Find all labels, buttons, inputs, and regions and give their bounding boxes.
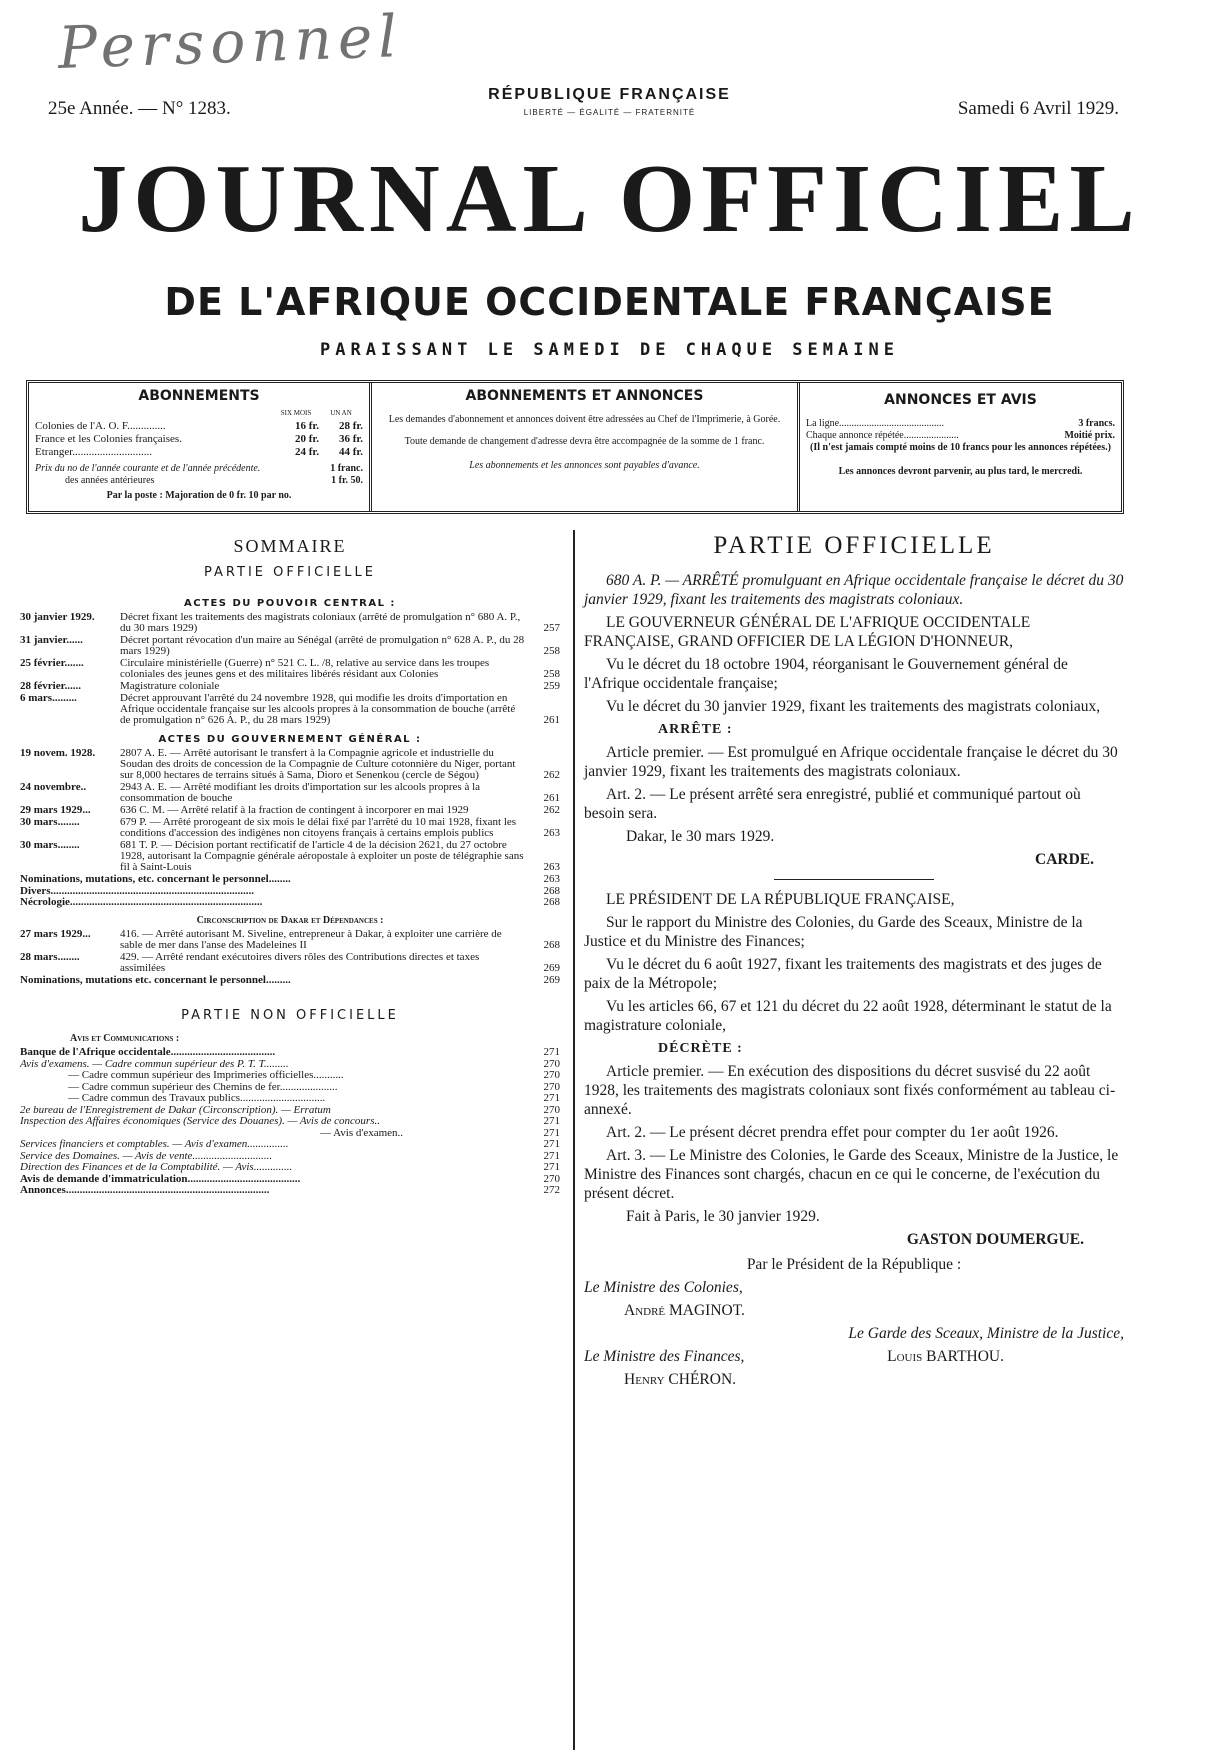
prix-numero <box>35 463 363 487</box>
tarif-an: 44 fr. <box>338 446 363 458</box>
decrete-label: DÉCRÈTE : <box>658 1041 743 1056</box>
row-date: 30 mars........ <box>20 839 80 851</box>
table-row <box>20 782 560 804</box>
row-page: 270 <box>543 1069 560 1081</box>
row-text: Direction des Finances et de la Comptabilité. — Avis.............. <box>20 1161 293 1173</box>
row-text: Décret portant révocation d'un maire au Sénégal (arrêté de promulgation n° 628 A. P., du 28 mars 1929) <box>120 634 525 657</box>
tarif-six: 24 fr. <box>294 446 319 458</box>
row-date: 29 mars 1929... <box>20 804 91 816</box>
list-item <box>20 1047 560 1059</box>
row-text: Circulaire ministérielle (Guerre) n° 521 C. L. /8, relative au service dans les troupes coloniales des jeunes gens et des militaires libérés résidant aux Colonies <box>120 657 490 680</box>
table-row <box>20 805 560 816</box>
annonces-deadline: Les annonces devront parvenir, au plus tard, le mercredi. <box>838 466 1083 477</box>
row-page: 269 <box>543 973 560 986</box>
table-row <box>20 952 560 974</box>
row-page: 258 <box>543 668 560 680</box>
row-date: 30 mars........ <box>20 816 80 828</box>
visa-2: Vu le décret du 30 janvier 1929, fixant les traitements des magistrats coloniaux, <box>606 698 1101 715</box>
president-line: LE PRÉSIDENT DE LA RÉPUBLIQUE FRANÇAISE, <box>606 891 955 908</box>
par-le-president: Par le Président de la République : <box>746 1256 962 1273</box>
row-page: 271 <box>543 1092 560 1104</box>
row-page: 263 <box>543 861 560 873</box>
table-row <box>20 840 560 873</box>
row-text: Annonces.......................................................................... <box>20 1184 270 1196</box>
tarif-label: France et les Colonies françaises. <box>35 433 182 445</box>
prix-val-2: 1 fr. 50. <box>331 475 363 486</box>
row-page: 270 <box>543 1103 560 1116</box>
abonnements-annonces-box <box>369 383 797 511</box>
row-text: 416. — Arrêté autorisant M. Siveline, entrepreneur à Dakar, à exploiter une carrière de sable de mer dans l'anse des Madeleines II <box>120 927 502 951</box>
ligne-val: 3 francs. <box>1078 418 1115 429</box>
row-page: 270 <box>543 1080 560 1093</box>
list-item <box>20 1093 560 1105</box>
row-page: 258 <box>543 645 560 657</box>
row-page: 263 <box>543 873 560 885</box>
row-date: 24 novembre.. <box>20 781 87 793</box>
table-row <box>20 897 560 909</box>
abonnements-annonces-text-3: Les abonnements et les annonces sont payables d'avance. <box>469 460 700 471</box>
row-date: 28 mars........ <box>20 950 80 963</box>
republic-motto: LIBERTÉ — ÉGALITÉ — FRATERNITÉ <box>523 108 696 117</box>
row-page: 270 <box>543 1172 560 1185</box>
row-text: Décret fixant les traitements des magistrats coloniaux (arrêté de promulgation n° 680 A. P., du 30 mars 1929) <box>120 611 521 634</box>
row-text: 2807 A. E. — Arrêté autorisant le transfert à la Compagnie agricole et industrielle du Soudan des droits de concession de la Compagnie de Culture cotonnière du Niger, portant sur 8,000 hectares de terrains situés à Sama, Dioro et Senenkou (cercle de Ségou) <box>120 747 516 781</box>
avis-heading: Avis et Communications : <box>70 1033 180 1044</box>
table-row <box>20 929 560 951</box>
row-page: 263 <box>543 827 560 839</box>
row-page: 261 <box>543 792 560 804</box>
list-item <box>20 1116 560 1128</box>
partie-officielle-title: PARTIE OFFICIELLE <box>713 532 995 559</box>
row-date: 28 février...... <box>20 680 81 692</box>
handwritten-annotation: Personnel <box>56 2 404 82</box>
row-page: 271 <box>543 1115 560 1127</box>
repetee-val: Moitié prix. <box>1064 430 1115 441</box>
issue-date: Samedi 6 Avril 1929. <box>957 98 1119 119</box>
row-date: 30 janvier 1929. <box>20 611 95 623</box>
ministre-colonies-name: André MAGINOT. <box>624 1302 745 1319</box>
visa-3: Vu le décret du 6 août 1927, fixant les traitements des magistrats et des juges de paix de la Métropole; <box>584 956 1102 992</box>
partie-non-officielle-heading: PARTIE NON OFFICIELLE <box>181 1008 399 1023</box>
prix-label-1: Prix du no de l'année courante et de l'année précédente. <box>35 463 261 474</box>
row-text: 636 C. M. — Arrêté relatif à la fraction de contingent à incorporer en mai 1929 <box>120 804 469 816</box>
col-un-an: UN AN <box>330 409 352 417</box>
row-page: 271 <box>543 1046 560 1058</box>
row-date: 6 mars......... <box>20 692 77 704</box>
decret-article-2: Art. 2. — Le présent décret prendra effet pour compter du 1er août 1926. <box>606 1124 1059 1141</box>
list-item <box>20 1070 560 1082</box>
garde-sceaux-name: Louis BARTHOU. <box>887 1348 1004 1365</box>
republic-name: RÉPUBLIQUE FRANÇAISE <box>488 86 731 103</box>
row-text: Nominations, mutations, etc. concernant le personnel........ <box>20 873 291 885</box>
gouverneur-line: LE GOUVERNEUR GÉNÉRAL DE L'AFRIQUE OCCIDENTALE FRANÇAISE, GRAND OFFICIER DE LA LÉGION D'HONNEUR, <box>584 614 1031 650</box>
annonces-note: (Il n'est jamais compté moins de 10 francs pour les annonces répétées.) <box>810 442 1111 453</box>
partie-officielle-column <box>584 532 1124 1393</box>
row-text: — Cadre commun des Travaux publics............................... <box>68 1092 326 1104</box>
row-text: — Cadre commun supérieur des Imprimeries officielles........... <box>68 1069 344 1081</box>
prix-val-1: 1 franc. <box>330 463 363 474</box>
row-page: 270 <box>543 1057 560 1070</box>
row-page: 268 <box>543 896 560 908</box>
visa-1: Vu le décret du 18 octobre 1904, réorganisant le Gouvernement général de l'Afrique occidentale française; <box>584 656 1068 692</box>
row-text: Avis d'examens. — Cadre commun supérieur des P. T. T......... <box>20 1057 289 1070</box>
row-text: — Cadre commun supérieur des Chemins de fer..................... <box>68 1080 338 1093</box>
actes-central-heading: ACTES DU POUVOIR CENTRAL : <box>184 598 396 609</box>
table-row <box>20 612 560 634</box>
row-page: 271 <box>543 1161 560 1173</box>
list-item <box>20 1139 560 1151</box>
row-text: Nominations, mutations etc. concernant le personnel......... <box>20 973 291 986</box>
table-row <box>20 658 560 680</box>
dakar-heading: Circonscription de Dakar et Dépendances : <box>196 914 384 926</box>
row-date: 25 février....... <box>20 657 84 669</box>
row-page: 262 <box>543 769 560 781</box>
annonces-avis-box <box>797 383 1121 511</box>
row-text: 2e bureau de l'Enregistrement de Dakar (Circonscription). — Erratum <box>20 1103 331 1116</box>
sommaire-partie-officielle: PARTIE OFFICIELLE <box>204 565 376 580</box>
col-six-mois: SIX MOIS <box>280 409 312 417</box>
row-text: 429. — Arrêté rendant exécutoires divers rôles des Contributions directes et taxes assimilées <box>120 950 480 974</box>
subscription-boxes <box>26 380 1124 514</box>
decret-article-1: Article premier. — En exécution des dispositions du décret susvisé du 22 août 1928, les traitements des magistrats coloniaux sont fixés conformément au tableau ci-annexé. <box>584 1063 1116 1118</box>
row-page: 271 <box>543 1138 560 1150</box>
rapport-line: Sur le rapport du Ministre des Colonies, du Garde des Sceaux, Ministre de la Justice et du Ministre des Finances; <box>584 914 1083 950</box>
repetee-label: Chaque annonce répétée...................... <box>806 430 959 441</box>
table-row <box>20 681 560 692</box>
table-row <box>20 874 560 886</box>
sommaire-column <box>20 536 560 1197</box>
row-text: Décret approuvant l'arrêté du 24 novembre 1928, qui modifie les droits d'importation en Afrique occidentale française sur les alcools propres à la consommation de bouche (arrêté de promulgation n° 626 A. P., du 28 mars 1929) <box>120 692 516 726</box>
tarif-six: 16 fr. <box>294 420 319 432</box>
article-2: Art. 2. — Le présent arrêté sera enregistré, publié et communiqué partout où besoin sera. <box>584 786 1081 822</box>
garde-sceaux-title: Le Garde des Sceaux, Ministre de la Justice, <box>848 1325 1124 1342</box>
arrete-label: ARRÊTE : <box>658 722 733 737</box>
row-page: 261 <box>543 714 560 726</box>
actes-general-heading: ACTES DU GOUVERNEMENT GÉNÉRAL : <box>158 734 422 745</box>
row-text: 679 P. — Arrêté prorogeant de six mois le délai fixé par l'arrêté du 10 mai 1928, fixant les conditions d'accession des indigènes non citoyens français à certains emplois publics <box>120 816 517 839</box>
abonnements-title: ABONNEMENTS <box>138 388 260 404</box>
ministre-finances-title: Le Ministre des Finances, <box>584 1348 745 1365</box>
row-text: 2943 A. E. — Arrêté modifiant les droits d'importation sur les alcools propres à la consommation de bouche <box>120 781 481 804</box>
tarif-label: Etranger............................. <box>35 446 153 458</box>
row-page: 271 <box>543 1126 560 1139</box>
tarif-an: 28 fr. <box>338 420 363 432</box>
row-page: 257 <box>543 622 560 634</box>
abonnements-box <box>29 383 369 511</box>
row-text: Services financiers et comptables. — Avis d'examen............... <box>20 1138 289 1150</box>
abonnements-annonces-title: ABONNEMENTS ET ANNONCES <box>465 388 704 404</box>
ligne-label: La ligne.......................................... <box>806 418 945 429</box>
row-text: Inspection des Affaires économiques (Service des Douanes). — Avis de concours.. <box>20 1115 380 1127</box>
journal-title: JOURNAL OFFICIEL <box>78 145 1141 253</box>
row-page: 271 <box>543 1149 560 1162</box>
row-text: Magistrature coloniale <box>120 680 220 692</box>
table-row <box>20 817 560 839</box>
arrete-heading: 680 A. P. — ARRÊTÉ promulguant en Afrique occidentale française le décret du 30 janvier 1929, fixant les traitements des magistrats coloniaux. <box>584 572 1124 608</box>
signature-doumergue: GASTON DOUMERGUE. <box>906 1231 1084 1248</box>
abonnements-annonces-text-2: Toute demande de changement d'adresse devra être accompagnée de la somme de 1 franc. <box>404 436 765 447</box>
annonces-tarifs <box>806 418 1115 442</box>
row-page: 259 <box>543 680 560 692</box>
table-row <box>20 693 560 726</box>
abonnements-table <box>35 407 363 459</box>
tarif-an: 36 fr. <box>338 433 363 445</box>
list-item <box>20 1185 560 1197</box>
row-page: 272 <box>543 1184 560 1196</box>
article-1: Article premier. — Est promulgué en Afrique occidentale française le décret du 30 janvier 1929, fixant les traitements des magistrats coloniaux. <box>584 744 1118 780</box>
annonces-avis-title: ANNONCES ET AVIS <box>884 392 1037 408</box>
row-date: 27 mars 1929... <box>20 927 91 940</box>
table-row <box>20 635 560 657</box>
visa-4: Vu les articles 66, 67 et 121 du décret du 22 août 1928, déterminant le statut de la magistrature coloniale, <box>584 998 1112 1034</box>
column-divider <box>573 530 575 1750</box>
place-date: Dakar, le 30 mars 1929. <box>626 828 775 845</box>
row-text: Nécrologie...................................................................... <box>20 896 263 908</box>
fait-a-paris: Fait à Paris, le 30 janvier 1929. <box>626 1208 820 1225</box>
separator-rule <box>774 879 934 880</box>
row-date: 31 janvier...... <box>20 634 83 646</box>
ministre-colonies-title: Le Ministre des Colonies, <box>584 1279 743 1296</box>
issue-number: 25e Année. — N° 1283. <box>48 98 231 119</box>
row-page: 262 <box>543 804 560 816</box>
row-page: 268 <box>543 884 560 897</box>
row-text: Banque de l'Afrique occidentale...................................... <box>20 1046 276 1058</box>
poste-note: Par la poste : Majoration de 0 fr. 10 par no. <box>106 490 292 501</box>
signature-carde: CARDE. <box>1035 851 1094 868</box>
table-row <box>20 975 560 987</box>
row-text: — Avis d'examen.. <box>320 1126 404 1139</box>
table-row <box>20 748 560 781</box>
sommaire-title: SOMMAIRE <box>233 536 347 556</box>
publication-frequency: PARAISSANT LE SAMEDI DE CHAQUE SEMAINE <box>320 340 899 360</box>
abonnements-annonces-text-1: Les demandes d'abonnement et annonces doivent être adressées au Chef de l'Imprimerie, à Gorée. <box>388 414 781 425</box>
ministre-finances-name: Henry CHÉRON. <box>624 1371 737 1388</box>
row-page: 268 <box>543 938 560 951</box>
prix-label-2: des années antérieures <box>65 475 155 486</box>
journal-subtitle: DE L'AFRIQUE OCCIDENTALE FRANÇAISE <box>164 280 1055 324</box>
row-page: 269 <box>543 961 560 974</box>
row-text: Service des Domaines. — Avis de vente............................. <box>20 1149 273 1162</box>
row-text: 681 T. P. — Décision portant rectificatif de l'article 4 de la décision 2621, du 27 octobre 1928, autorisant la Compagnie générale aéropostale à exploiter un poste de télégraphie sans fil à Saint-Louis <box>120 839 524 873</box>
tarif-six: 20 fr. <box>294 433 319 445</box>
tarif-label: Colonies de l'A. O. F.............. <box>35 420 166 432</box>
decret-article-3: Art. 3. — Le Ministre des Colonies, le Garde des Sceaux, Ministre de la Justice, le Ministre des Finances sont chargés, chacun en ce qui le concerne, de l'exécution du présent décret. <box>584 1147 1119 1202</box>
finances-barthou-row <box>584 1347 1124 1366</box>
row-text: Divers.......................................................................... <box>20 884 255 897</box>
list-item <box>20 1162 560 1174</box>
row-text: Avis de demande d'immatriculation......................................... <box>20 1172 301 1185</box>
row-date: 19 novem. 1928. <box>20 747 96 759</box>
